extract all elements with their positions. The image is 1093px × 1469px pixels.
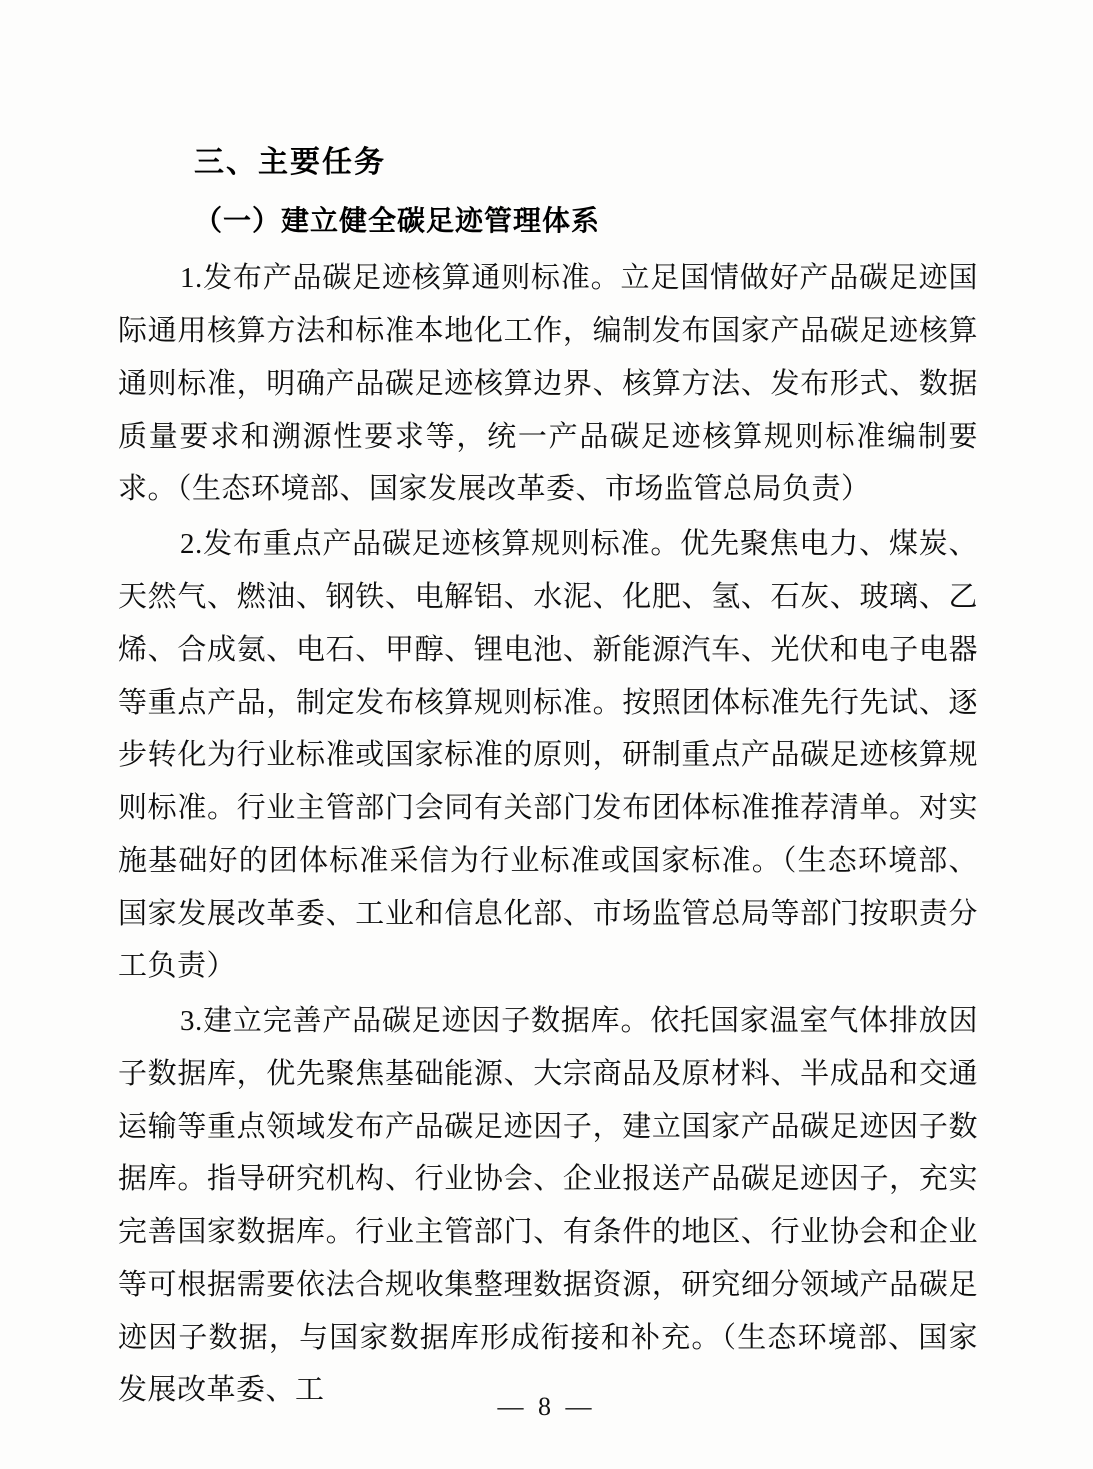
paragraph-3: 3.建立完善产品碳足迹因子数据库。依托国家温室气体排放因子数据库，优先聚焦基础能源、大宗商品及原材料、半成品和交通运输等重点领域发布产品碳足迹因子，建立国家产品碳足迹因子数据库。指导研究机构、行业协会、企业报送产品碳足迹因子，充实完善国家数据库。行业主管部门、有条件的地区、行业协会和企业等可根据需要依法合规收集整理数据资源，研究细分领域产品碳足迹因子数据，与国家数据库形成衔接和补充。（生态环境部、国家发展改革委、工 [118,1005,978,1407]
page-number: — 8 — [497,1392,596,1421]
paragraph-1: 1.发布产品碳足迹核算通则标准。立足国情做好产品碳足迹国际通用核算方法和标准本地化工作，编制发布国家产品碳足迹核算通则标准，明确产品碳足迹核算边界、核算方法、发布形式、数据质量要求和溯源性要求等，统一产品碳足迹核算规则标准编制要求。（生态环境部、国家发展改革委、市场监管总局负责） [118,262,978,506]
section-heading: 三、主要任务 [194,145,386,180]
subsection-heading: （一）建立健全碳足迹管理体系 [194,204,601,237]
paragraph-2: 2.发布重点产品碳足迹核算规则标准。优先聚焦电力、煤炭、天然气、燃油、钢铁、电解铝、水泥、化肥、氢、石灰、玻璃、乙烯、合成氨、电石、甲醇、锂电池、新能源汽车、光伏和电子电器等重点产品，制定发布核算规则标准。按照团体标准先行先试、逐步转化为行业标准或国家标准的原则，研制重点产品碳足迹核算规则标准。行业主管部门会同有关部门发布团体标准推荐清单。对实施基础好的团体标准采信为行业标准或国家标准。（生态环境部、国家发展改革委、工业和信息化部、市场监管总局等部门按职责分工负责） [118,528,978,983]
document-body [118,140,978,1419]
